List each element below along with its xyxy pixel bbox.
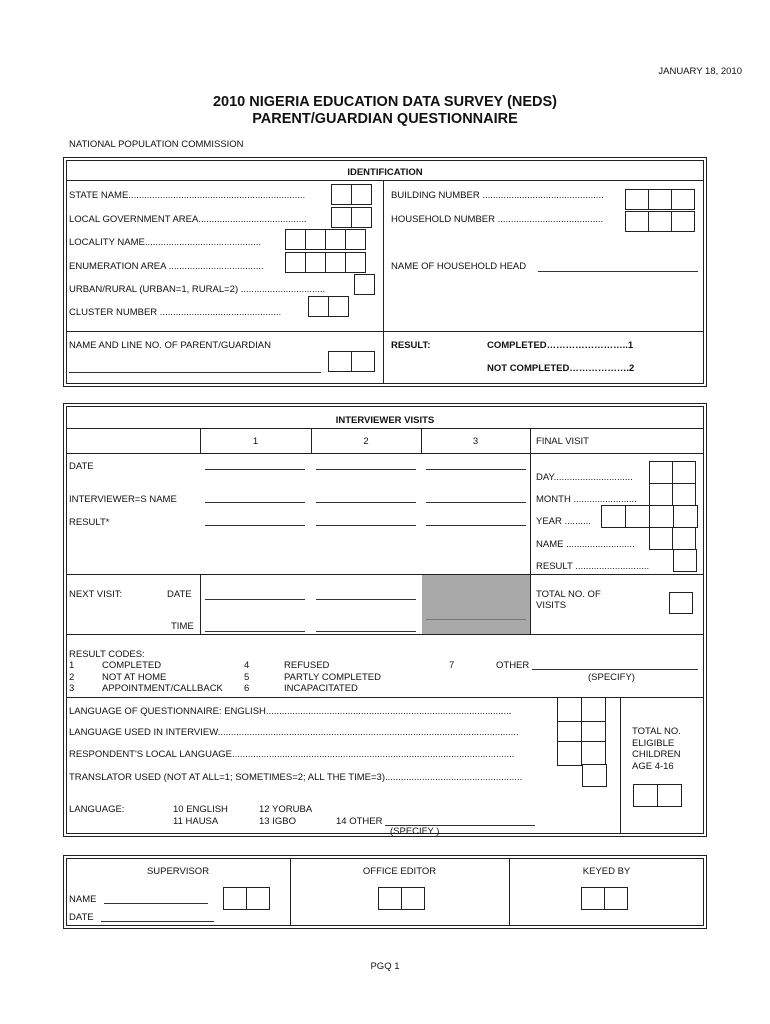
- result-codes-heading: RESULT CODES:: [69, 649, 145, 660]
- supervisor-heading: SUPERVISOR: [146, 866, 210, 877]
- cluster-code-boxes[interactable]: [308, 296, 349, 317]
- respondent-language-boxes[interactable]: [557, 741, 606, 766]
- urban-rural-box[interactable]: [354, 274, 375, 295]
- agency-name: NATIONAL POPULATION COMMISSION: [69, 139, 244, 150]
- household-head-label: NAME OF HOUSEHOLD HEAD: [391, 261, 527, 272]
- code-6-number: 6: [244, 683, 250, 694]
- eligible-children-label-3: CHILDREN: [632, 749, 681, 760]
- survey-title: 2010 NIGERIA EDUCATION DATA SURVEY (NEDS): [212, 94, 558, 110]
- language-option-other: 14 OTHER: [336, 816, 383, 827]
- translator-used-box[interactable]: [582, 764, 607, 787]
- language-option-igbo: 13 IGBO: [259, 816, 296, 827]
- final-result-box[interactable]: [673, 549, 697, 572]
- identification-heading: IDENTIFICATION: [347, 167, 423, 178]
- parent-line-number-boxes[interactable]: [328, 351, 375, 372]
- language-option-english: 10 ENGLISH: [173, 804, 228, 815]
- supervisor-date-field[interactable]: [101, 921, 214, 922]
- keyed-by-code-boxes[interactable]: [581, 887, 628, 910]
- supervisor-date-label: DATE: [69, 912, 94, 923]
- interview-language-label: LANGUAGE USED IN INTERVIEW..................................................................................................................: [69, 727, 519, 738]
- final-year-boxes[interactable]: [601, 505, 698, 528]
- supervisor-name-label: NAME: [69, 894, 97, 905]
- next-visit-date-label: DATE: [167, 589, 192, 600]
- building-number-label: BUILDING NUMBER ..............................................: [391, 190, 604, 201]
- code-3-label: APPOINTMENT/CALLBACK: [102, 683, 223, 694]
- state-code-boxes[interactable]: [331, 184, 372, 205]
- final-month-label: MONTH ........................: [536, 494, 637, 505]
- visit-1-header: 1: [252, 436, 259, 447]
- code-4-label: REFUSED: [284, 660, 330, 671]
- code-4-number: 4: [244, 660, 250, 671]
- supervisor-code-boxes[interactable]: [223, 887, 270, 910]
- visit-3-interviewer-field[interactable]: [426, 502, 526, 503]
- document-date: JANUARY 18, 2010: [658, 66, 742, 77]
- office-editor-heading: OFFICE EDITOR: [362, 866, 437, 877]
- code-7-number: 7: [449, 660, 455, 671]
- result-not-completed: NOT COMPLETED……………….2: [487, 363, 635, 374]
- next-visit-1-date-field[interactable]: [205, 599, 305, 600]
- next-visit-2-time-field[interactable]: [316, 631, 416, 632]
- final-visit-header: FINAL VISIT: [536, 436, 589, 447]
- questionnaire-language-label: LANGUAGE OF QUESTIONNAIRE: ENGLISH.............................................................................................: [69, 706, 512, 717]
- questionnaire-title: PARENT/GUARDIAN QUESTIONNAIRE: [252, 111, 518, 127]
- visit-1-interviewer-field[interactable]: [205, 502, 305, 503]
- code-6-label: INCAPACITATED: [284, 683, 358, 694]
- respondent-language-label: RESPONDENT'S LOCAL LANGUAGE...........................................................................................................: [69, 749, 515, 760]
- code-7-label: OTHER: [496, 660, 530, 671]
- total-visits-box[interactable]: [669, 592, 693, 614]
- visit-1-date-field[interactable]: [205, 469, 305, 470]
- code-5-number: 5: [244, 672, 250, 683]
- eligible-children-label-1: TOTAL NO.: [632, 726, 681, 737]
- final-result-label: RESULT ............................: [536, 561, 650, 572]
- language-option-yoruba: 12 YORUBA: [259, 804, 313, 815]
- next-visit-2-date-field[interactable]: [316, 599, 416, 600]
- state-name-label: STATE NAME...................................................................: [69, 190, 306, 201]
- result-completed: COMPLETED……………………..1: [487, 340, 634, 351]
- code-2-number: 2: [69, 672, 75, 683]
- lga-label: LOCAL GOVERNMENT AREA.........................................: [69, 214, 307, 225]
- building-number-boxes[interactable]: [625, 189, 695, 210]
- lga-code-boxes[interactable]: [331, 207, 372, 228]
- ea-label: ENUMERATION AREA ....................................: [69, 261, 264, 272]
- eligible-children-boxes[interactable]: [633, 784, 682, 807]
- locality-code-boxes[interactable]: [285, 229, 366, 250]
- household-number-label: HOUSEHOLD NUMBER ........................................: [391, 214, 604, 225]
- household-head-field[interactable]: [538, 271, 698, 272]
- final-day-boxes[interactable]: [649, 461, 696, 484]
- final-month-boxes[interactable]: [649, 483, 696, 506]
- total-visits-label-2: VISITS: [536, 600, 567, 611]
- cluster-label: CLUSTER NUMBER ..............................................: [69, 307, 282, 318]
- visit-3-result-field[interactable]: [426, 525, 526, 526]
- next-visit-time-label: TIME: [171, 621, 194, 632]
- language-option-hausa: 11 HAUSA: [173, 816, 219, 827]
- interview-language-boxes[interactable]: [557, 721, 606, 742]
- visit-1-result-field[interactable]: [205, 525, 305, 526]
- code-5-label: PARTLY COMPLETED: [284, 672, 381, 683]
- visit-result-label: RESULT*: [69, 517, 110, 528]
- visit-date-label: DATE: [69, 461, 94, 472]
- parent-guardian-name-field[interactable]: [69, 372, 321, 373]
- final-day-label: DAY..............................: [536, 472, 633, 483]
- visit-2-result-field[interactable]: [316, 525, 416, 526]
- final-year-label: YEAR ..........: [536, 516, 591, 527]
- eligible-children-label-2: ELIGIBLE: [632, 738, 675, 749]
- visit-2-header: 2: [363, 436, 369, 447]
- questionnaire-language-boxes[interactable]: [557, 697, 606, 722]
- final-name-label: NAME ..........................: [536, 539, 635, 550]
- interviewer-name-label: INTERVIEWER=S NAME: [69, 494, 177, 505]
- eligible-children-label-4: AGE 4-16: [632, 761, 674, 772]
- next-visit-label: NEXT VISIT:: [69, 589, 123, 600]
- code-1-label: COMPLETED: [102, 660, 162, 671]
- parent-guardian-label: NAME AND LINE NO. OF PARENT/GUARDIAN: [69, 340, 271, 351]
- visit-2-date-field[interactable]: [316, 469, 416, 470]
- visit-3-date-field[interactable]: [426, 469, 526, 470]
- final-name-boxes[interactable]: [649, 527, 696, 550]
- keyed-by-heading: KEYED BY: [582, 866, 631, 877]
- translator-used-label: TRANSLATOR USED (NOT AT ALL=1; SOMETIMES=2; ALL THE TIME=3)....................................................: [69, 772, 523, 783]
- next-visit-1-time-field[interactable]: [205, 631, 305, 632]
- office-editor-code-boxes[interactable]: [378, 887, 425, 910]
- locality-label: LOCALITY NAME............................................: [69, 237, 261, 248]
- code-2-label: NOT AT HOME: [102, 672, 167, 683]
- code-1-number: 1: [69, 660, 75, 671]
- page-number: PGQ 1: [370, 961, 400, 972]
- shaded-cell: [422, 575, 530, 634]
- other-language-specify-label: (SPECIFY ): [390, 826, 440, 837]
- code-3-number: 3: [69, 683, 75, 694]
- urban-rural-label: URBAN/RURAL (URBAN=1, RURAL=2) ................................: [69, 284, 326, 295]
- ea-code-boxes[interactable]: [285, 252, 366, 273]
- household-number-boxes[interactable]: [625, 211, 695, 232]
- interviewer-visits-heading: INTERVIEWER VISITS: [335, 415, 435, 426]
- supervisor-name-field[interactable]: [104, 903, 208, 904]
- language-options-label: LANGUAGE:: [69, 804, 125, 815]
- visit-2-interviewer-field[interactable]: [316, 502, 416, 503]
- total-visits-label-1: TOTAL NO. OF: [536, 589, 601, 600]
- result-label: RESULT:: [391, 340, 431, 351]
- visit-3-header: 3: [472, 436, 479, 447]
- other-code-specify-label: (SPECIFY): [588, 672, 635, 683]
- other-code-specify-field[interactable]: [532, 669, 698, 670]
